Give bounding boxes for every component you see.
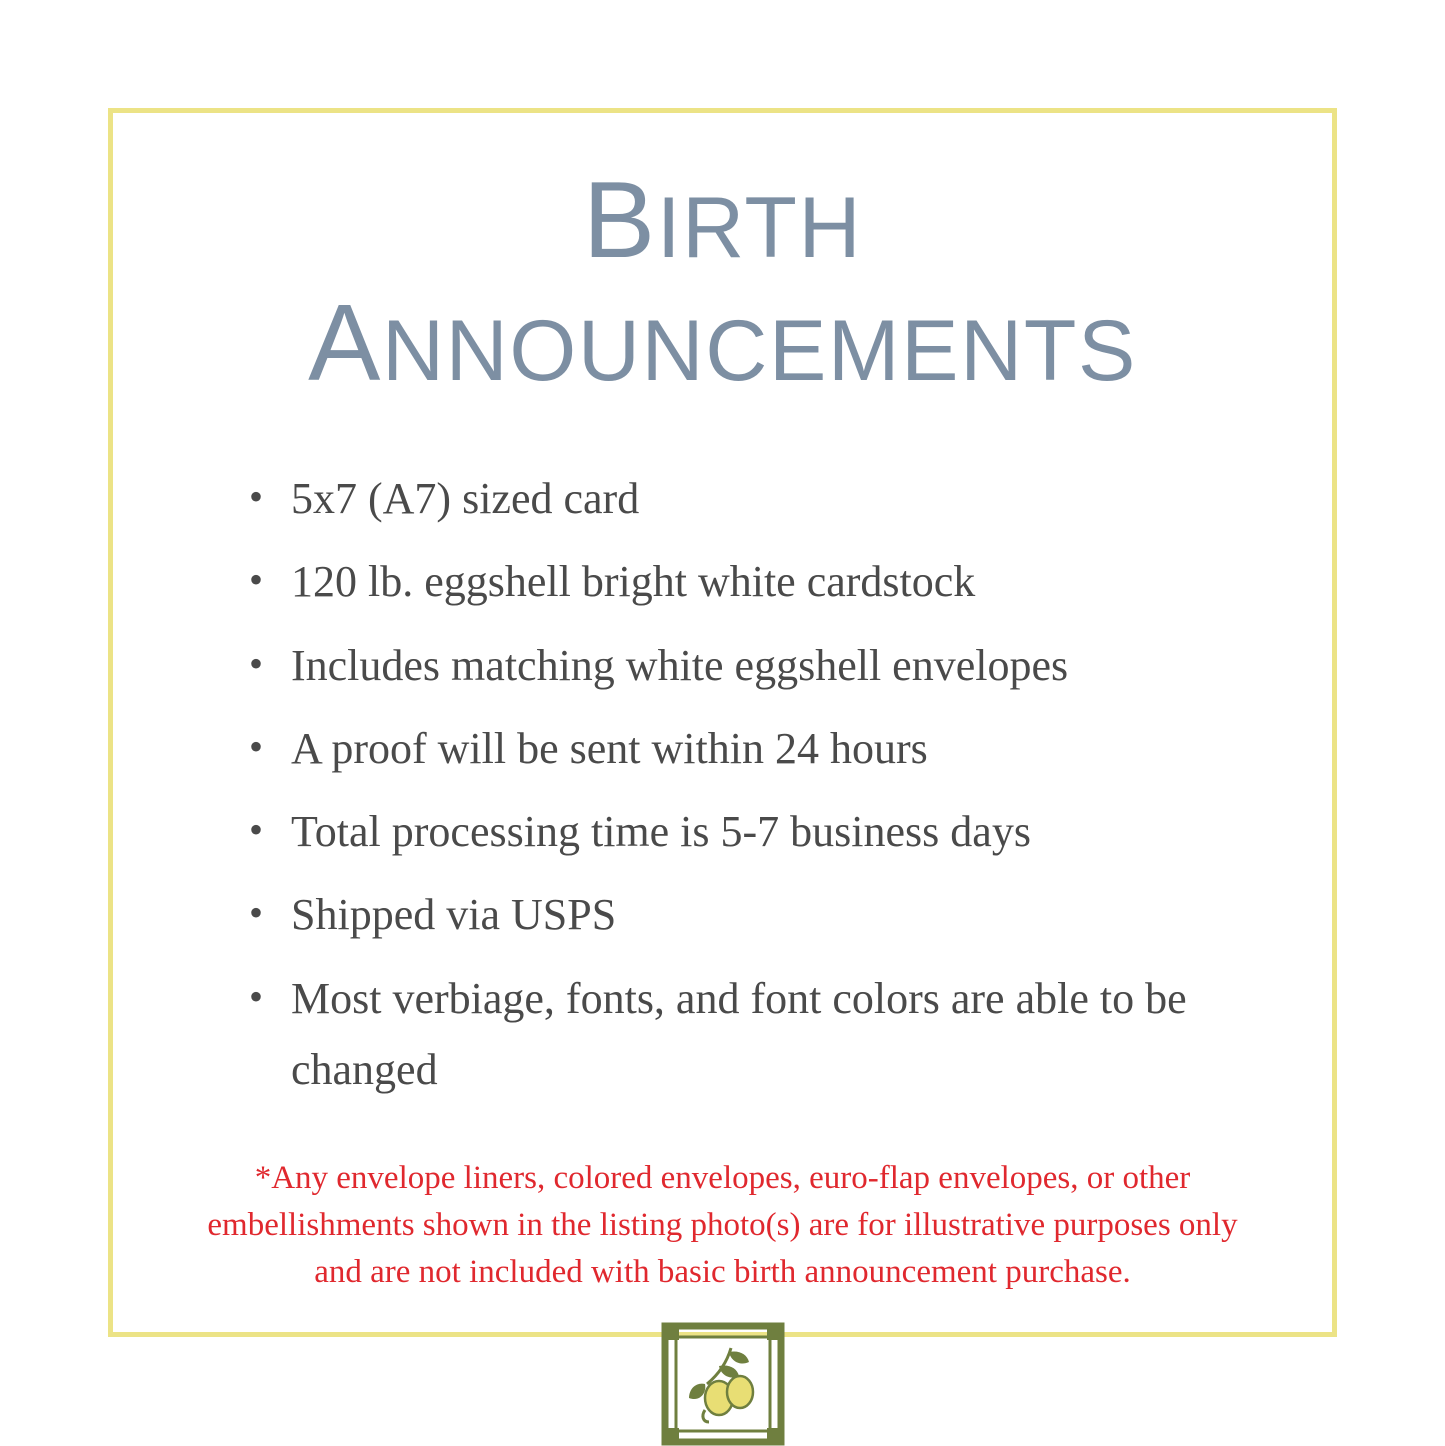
title-line-1: BIRTH: [582, 159, 863, 280]
page-title: [165, 159, 1280, 404]
logo-container: [165, 1322, 1280, 1446]
card-frame: [108, 108, 1337, 1337]
list-item: • A proof will be sent within 24 hours: [249, 713, 1262, 784]
card-inner: [113, 113, 1332, 1332]
list-item: • 5x7 (A7) sized card: [249, 463, 1262, 534]
list-item: • Includes matching white eggshell envelopes: [249, 630, 1262, 701]
disclaimer-text: *Any envelope liners, colored envelopes, euro-flap envelopes, or other embellishments shown in the listing photo(s) are for illustrative purposes only and are not included with basic birth announcement purchase.: [207, 1160, 1238, 1290]
lemon-branch-logo-icon: [661, 1322, 785, 1446]
feature-list: [165, 463, 1280, 1117]
list-item: • Most verbiage, fonts, and font colors are able to be changed: [249, 963, 1262, 1106]
list-item: • Total processing time is 5-7 business days: [249, 796, 1262, 867]
list-item: • Shipped via USPS: [249, 879, 1262, 950]
title-line-2: ANNOUNCEMENTS: [308, 282, 1137, 404]
list-item: • 120 lb. eggshell bright white cardstock: [249, 546, 1262, 617]
